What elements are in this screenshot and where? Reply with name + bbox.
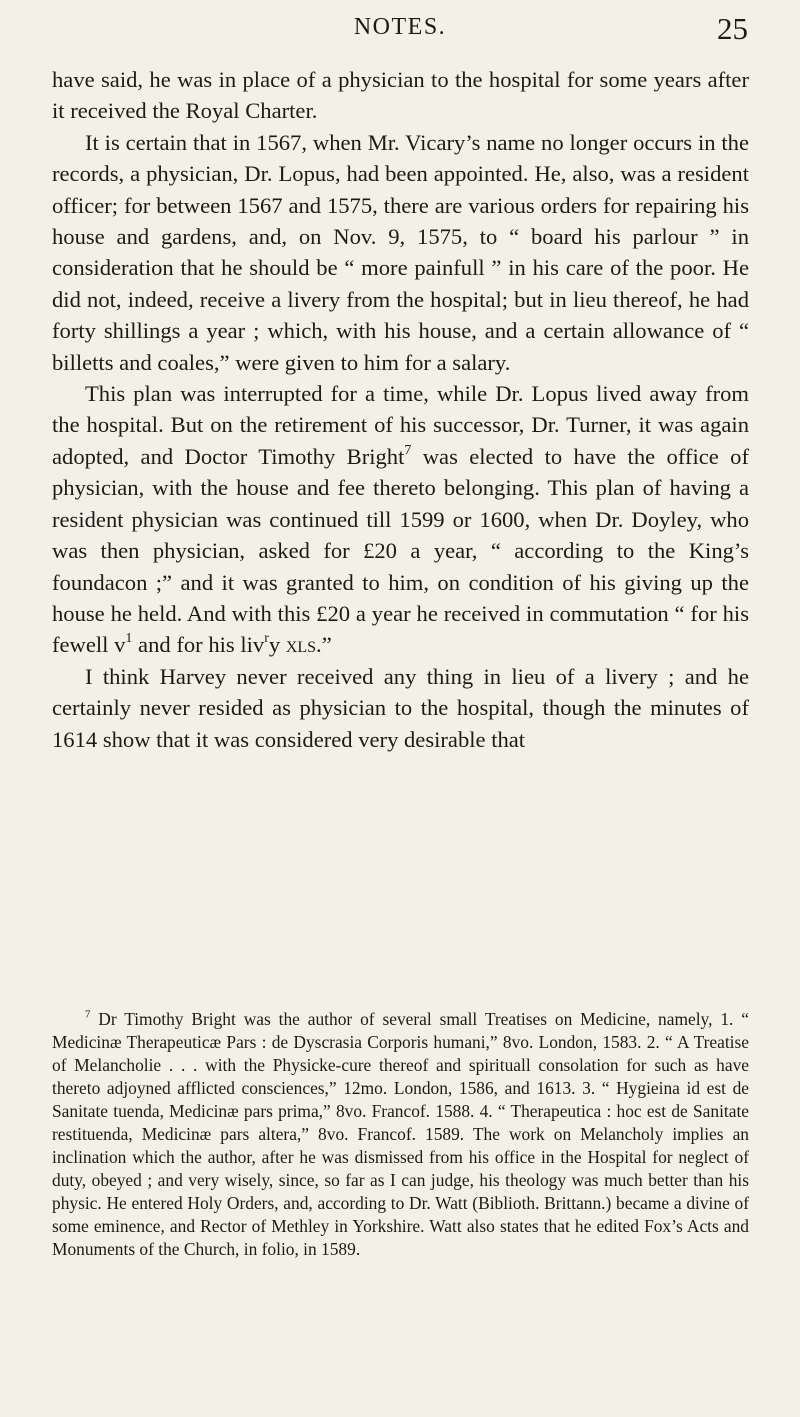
page-number: 25: [717, 11, 748, 46]
superscript-abbreviation: 1: [125, 631, 133, 647]
superscript-abbreviation: r: [264, 631, 269, 647]
running-title: NOTES.: [353, 14, 447, 40]
paragraph-harvey: I think Harvey never received any thing in lieu of a livery ; and he certainly never resided as physician to the hospital, though the minutes of 1614 show that it was considered very desirable that: [52, 663, 749, 752]
paragraph-continuation: have said, he was in place of a physician to the hospital for some years after it received the Royal Charter.: [52, 67, 749, 124]
roman-numeral: xls: [285, 632, 317, 658]
footnote-text: [52, 1008, 749, 1261]
body-text: [52, 64, 749, 755]
paragraph-text: This plan was interrupted for a time, while Dr. Lopus lived away from the hospital. But on the retirement of his successor, Dr. Turner, it was again adopted, and Doctor Timothy Bright: [52, 381, 749, 469]
paragraph-text: and for his liv: [132, 632, 265, 658]
paragraph-text: y: [268, 632, 286, 658]
footnote-reference: 7: [404, 443, 412, 459]
paragraph-bright: [52, 378, 749, 661]
running-head: [0, 11, 800, 48]
footnote-body: Dr Timothy Bright was the author of several small Treatises on Medicine, namely, 1. “ Medicinæ Therapeuticæ Pars : de Dyscrasia Corporis humani,” 8vo. London, 1583. 2. “ A Treatise of Melancholie . . . with the Physicke-cure thereof and spirituall consolation for such as have thereto adjoyned afflicted consciences,” 12mo. London, 1586, and 1613. 3. “ Hygieina id est de Sanitate tuenda, Medicinæ pars prima,” 8vo. Francof. 1588. 4. “ Therapeutica : hoc est de Sanitate restituenda, Medicinæ pars altera,” 8vo. Francof. 1589. The work on Melancholy implies an inclination which the author, after he was dismissed from his office in the Hospital for neglect of duty, obeyed ; and very wisely, since, so far as I can judge, his theology was much better than his physic. He entered Holy Orders, and, according to Dr. Watt (Biblioth. Brittann.) became a divine of some eminence, and Rector of Methley in Yorkshire. Watt also states that he edited Fox’s Acts and Monuments of the Church, in folio, in 1589.: [52, 1009, 749, 1259]
footnote: [52, 1008, 749, 1261]
paragraph-lopus: It is certain that in 1567, when Mr. Vicary’s name no longer occurs in the records, a physician, Dr. Lopus, had been appointed. He, also, was a resident officer; for between 1567 and 1575, there are various orders for repairing his house and gardens, and, on Nov. 9, 1575, to “ board his parlour ” in consideration that he should be “ more painfull ” in his care of the poor. He did not, indeed, receive a livery from the hospital; but in lieu thereof, he had forty shillings a year ; which, with his house, and a certain allowance of “ billetts and coales,” were given to him for a salary.: [52, 129, 749, 375]
paragraph-text: .”: [316, 632, 332, 658]
footnote-marker: 7: [85, 1008, 91, 1021]
paragraph-text: was elected to have the office of physician, with the house and fee thereto belonging. This plan of having a resident physician was continued till 1599 or 1600, when Dr. Doyley, who was then physician, asked for £20 a year, “ according to the King’s foundacon ;” and it was granted to him, on condition of his giving up the house he held. And with this £20 a year he received in commutation “ for his fewell v: [52, 443, 749, 658]
